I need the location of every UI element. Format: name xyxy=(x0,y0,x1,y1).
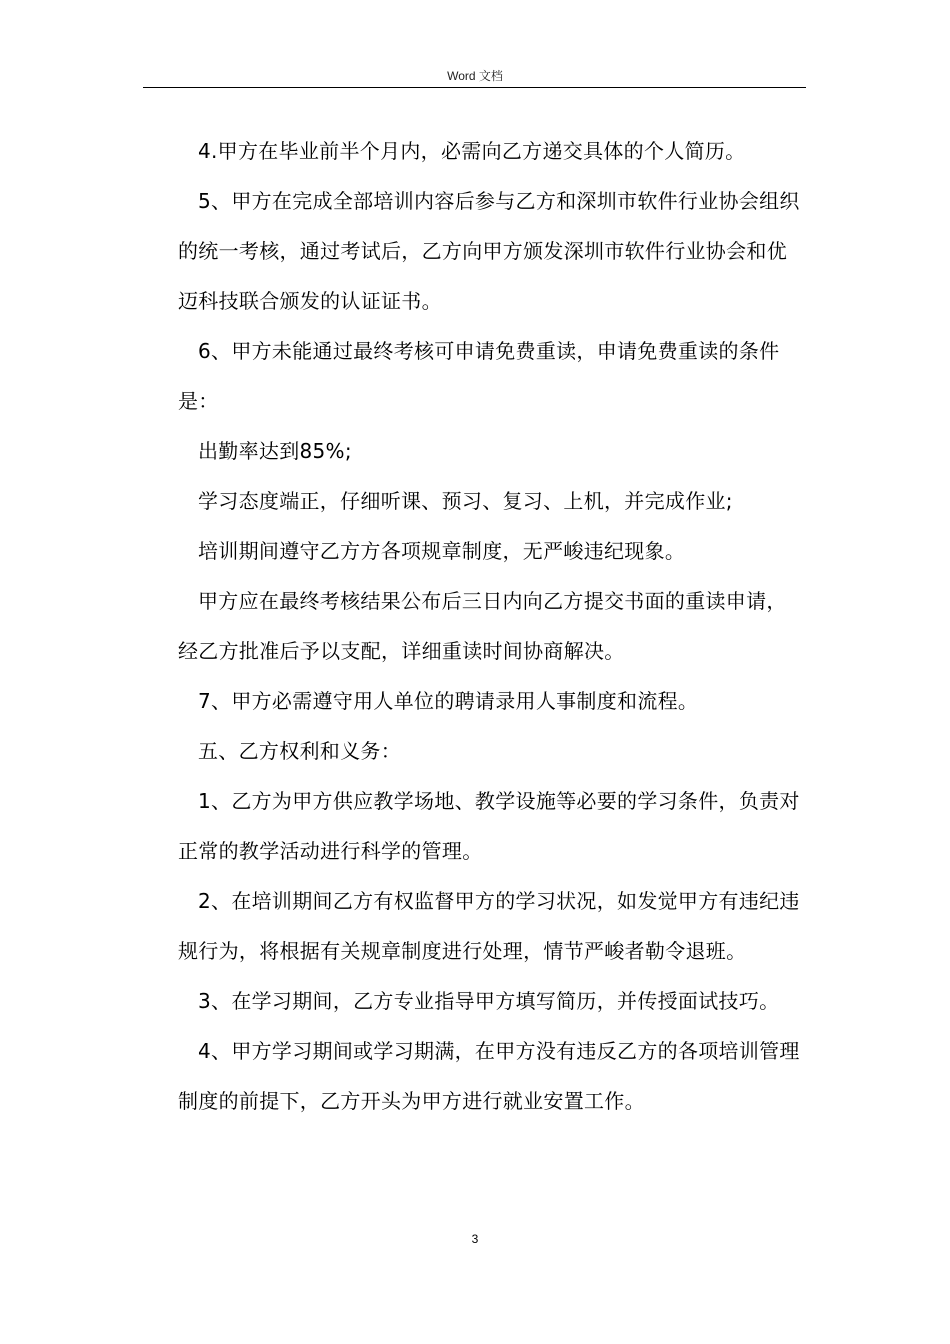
paragraph: 7、甲方必需遵守用人单位的聘请录用人事制度和流程。 xyxy=(198,689,699,713)
paragraph: 2、在培训期间乙方有权监督甲方的学习状况，如发觉甲方有违纪违规行为，将根据有关规章制度进行处理，情节严峻者勒令退班。 xyxy=(178,889,800,963)
paragraph: 5、甲方在完成全部培训内容后参与乙方和深圳市软件行业协会组织的统一考核，通过考试后，乙方向甲方颁发深圳市软件行业协会和优迈科技联合颁发的认证证书。 xyxy=(178,189,800,313)
paragraph: 甲方应在最终考核结果公布后三日内向乙方提交书面的重读申请，经乙方批准后予以支配，详细重读时间协商解决。 xyxy=(178,589,787,663)
section-heading: 五、乙方权利和义务： xyxy=(198,739,401,763)
paragraph: 4、甲方学习期间或学习期满，在甲方没有违反乙方的各项培训管理制度的前提下，乙方开头为甲方进行就业安置工作。 xyxy=(178,1039,800,1113)
page-number: 3 xyxy=(471,1232,479,1246)
page-header-title: Word 文档 xyxy=(447,69,503,83)
paragraph: 出勤率达到85%; xyxy=(198,439,352,463)
paragraph: 1、乙方为甲方供应教学场地、教学设施等必要的学习条件，负责对正常的教学活动进行科学的管理。 xyxy=(178,789,800,863)
paragraph: 4.甲方在毕业前半个月内，必需向乙方递交具体的个人简历。 xyxy=(198,139,746,163)
paragraph: 6、甲方未能通过最终考核可申请免费重读，申请免费重读的条件是： xyxy=(178,339,780,413)
paragraph: 学习态度端正，仔细听课、预习、复习、上机，并完成作业; xyxy=(198,489,733,513)
header-divider xyxy=(143,87,806,88)
document-body xyxy=(178,126,806,1126)
paragraph: 培训期间遵守乙方方各项规章制度，无严峻违纪现象。 xyxy=(198,539,686,563)
paragraph: 3、在学习期间，乙方专业指导甲方填写简历，并传授面试技巧。 xyxy=(198,989,780,1013)
